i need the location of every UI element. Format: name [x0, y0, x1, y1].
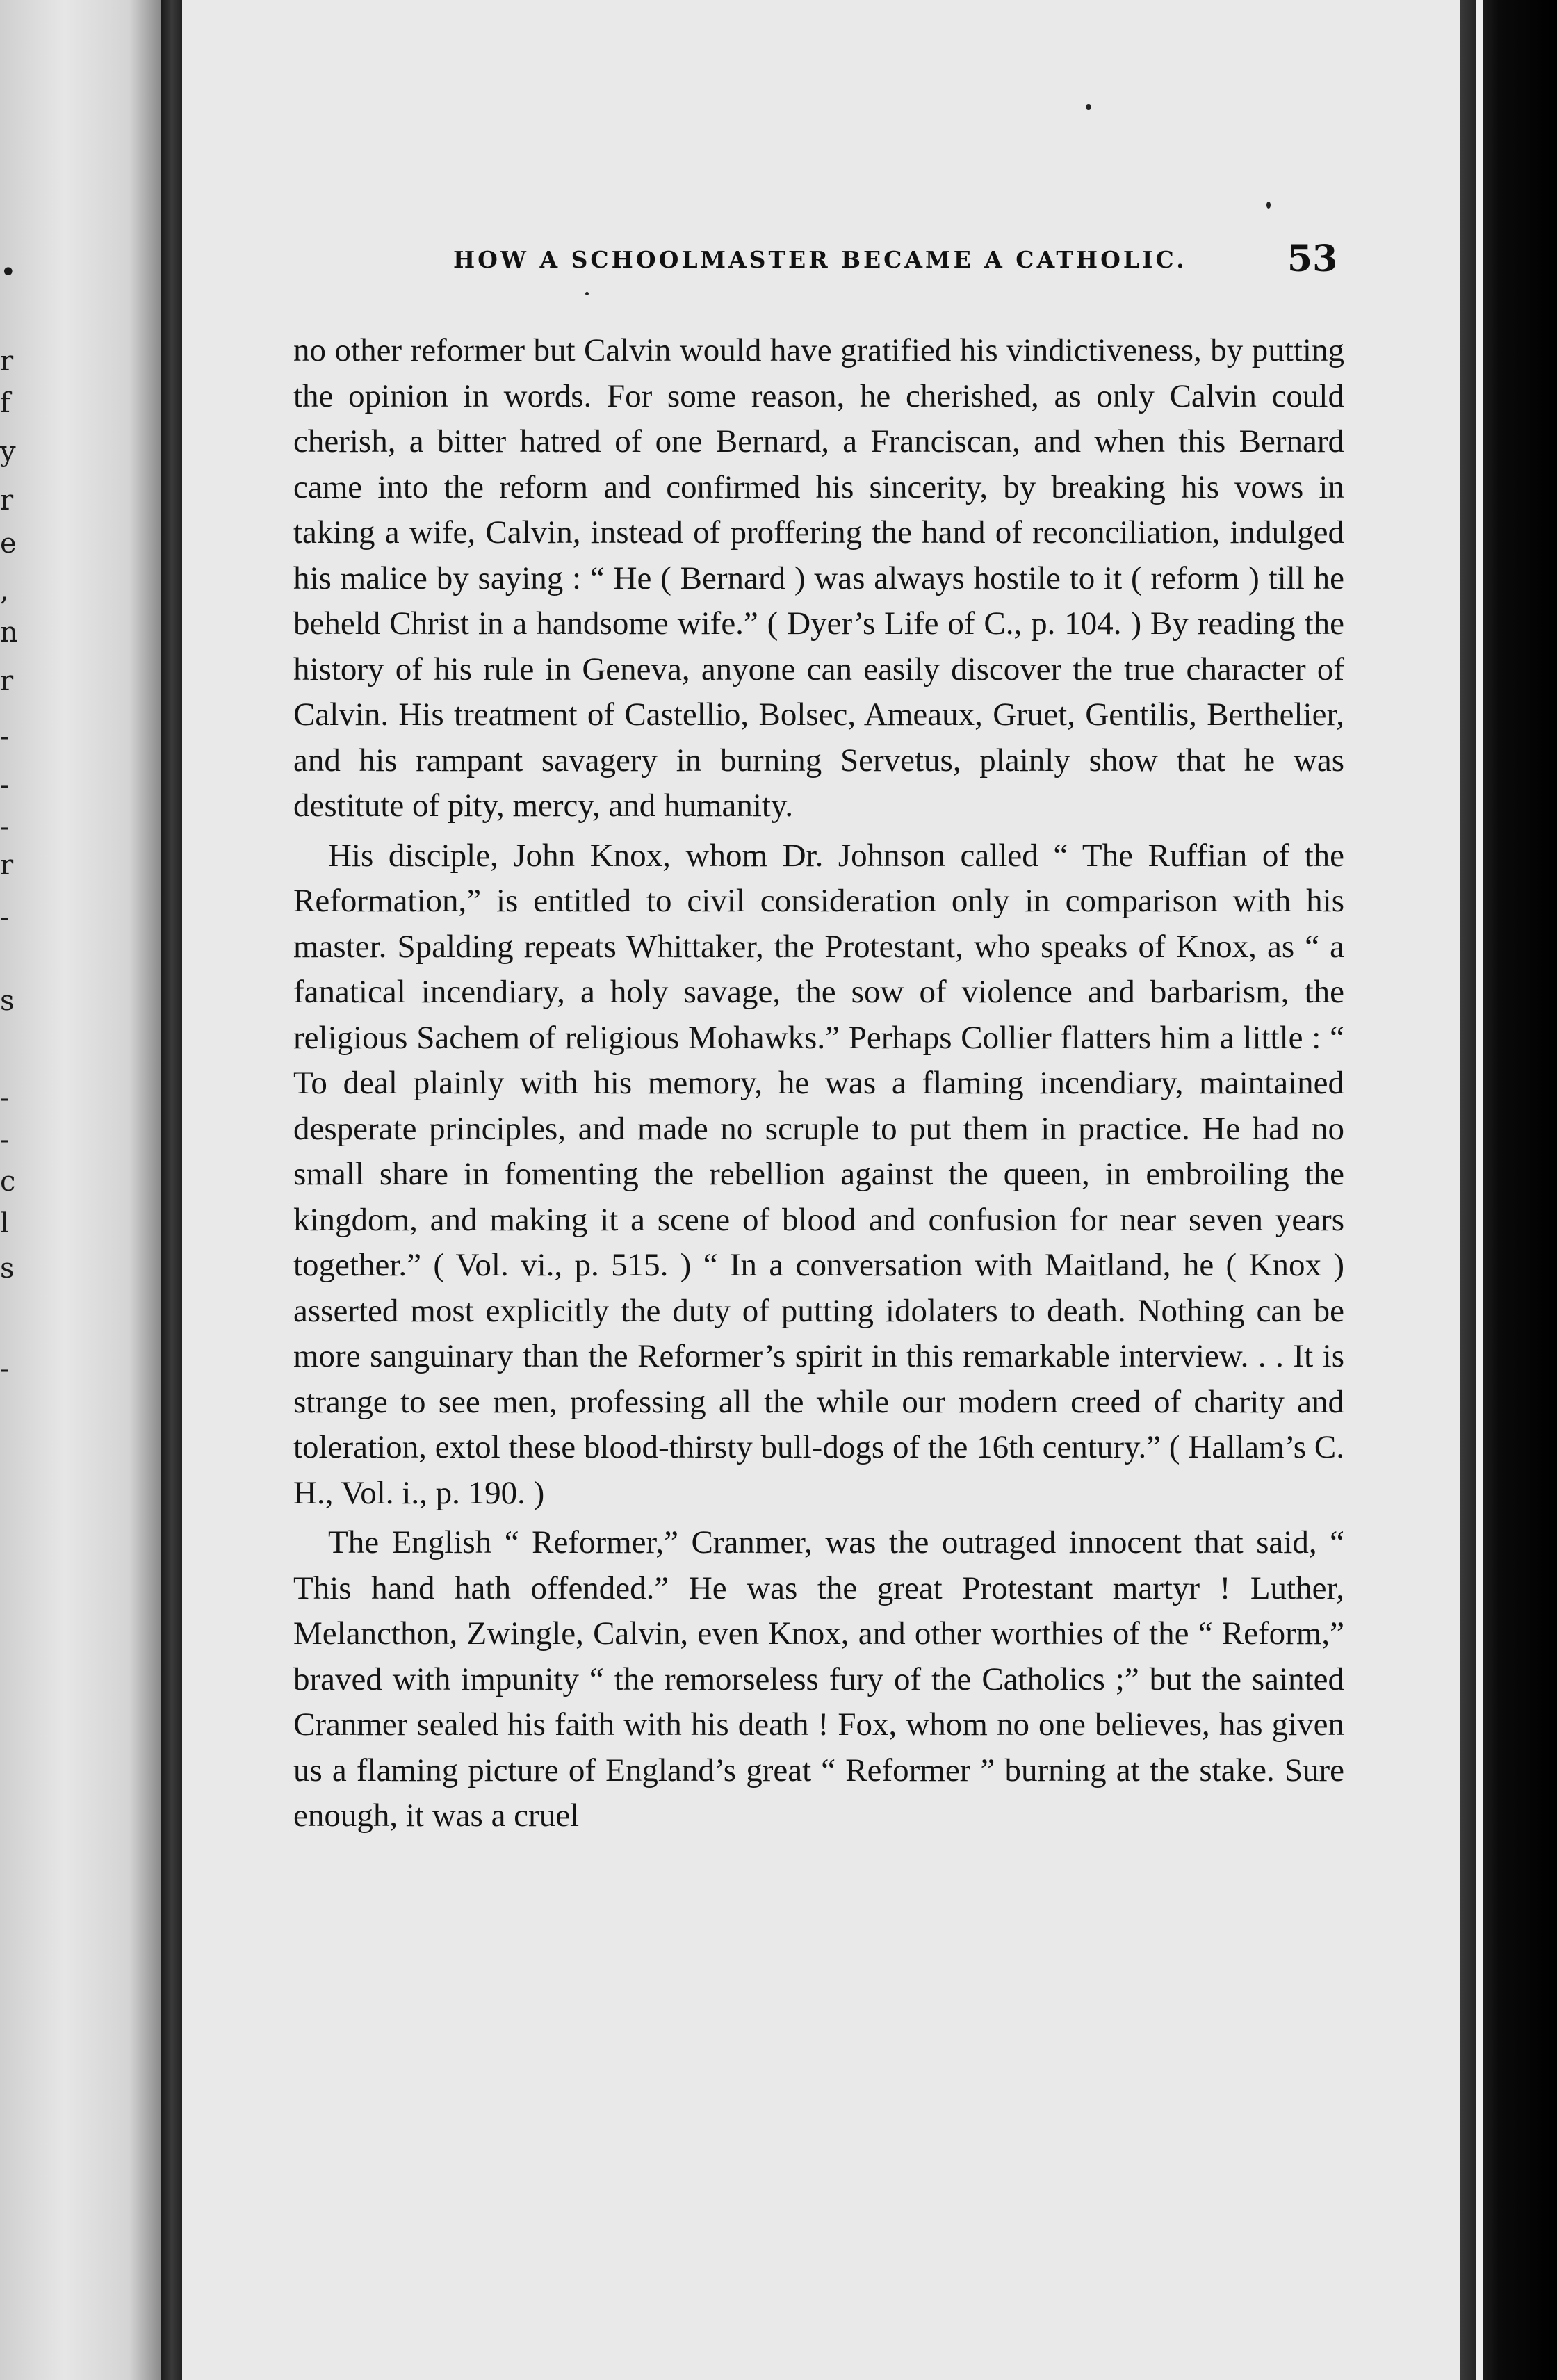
paragraph: The English “ Reformer,” Cranmer, was the outraged innocent that said, “ This hand hath offended.” He was the great Protestant martyr ! Luther, Melancthon, Zwingle, Calvin, even Knox, and other worthies of the “ Reform,” braved with impunity “ the remorseless fury of the Catholics ;” but the sainted Cranmer sealed his faith with his death ! Fox, whom no one believes, has given us a flaming picture of England’s great “ Reformer ” burning at the stake. Sure enough, it was a cruel	[293, 1524, 1344, 1834]
facing-page-edge	[0, 0, 161, 2380]
print-speck	[1266, 202, 1271, 209]
paragraph: no other reformer but Calvin would have gratified his vindictiveness, by putting the opinion in words. For some reason, he cherished, as only Calvin could cherish, a bitter hatred of one Bernard, a Franciscan, and when this Bernard came into the reform and confirmed his sincerity, by breaking his vows in taking a wife, Calvin, instead of proffering the hand of reconciliation, indulged his malice by saying : “ He ( Bernard ) was always hostile to it ( reform ) till he beheld Christ in a handsome wife.” ( Dyer’s Life of C., p. 104. ) By reading the history of his rule in Geneva, anyone can easily discover the true character of Calvin. His treatment of Castellio, Bolsec, Ameaux, Gruet, Gentilis, Berthelier, and his rampant savagery in burning Servetus, plainly show that he was destitute of pity, mercy, and humanity.	[293, 332, 1344, 824]
margin-glyph: r	[0, 484, 14, 516]
print-speck	[1086, 104, 1091, 110]
margin-glyph: f	[0, 387, 10, 419]
right-page-edge	[1460, 0, 1557, 2380]
margin-glyph: e	[0, 528, 17, 560]
margin-glyph: c	[0, 1166, 16, 1198]
page-number: 53	[1287, 238, 1338, 280]
margin-glyph: -	[0, 902, 10, 934]
margin-glyph: -	[0, 1082, 10, 1114]
margin-glyph: •	[0, 256, 17, 288]
margin-glyph: -	[0, 811, 10, 843]
paragraph: His disciple, John Knox, whom Dr. Johnson called “ The Ruffian of the Reformation,” is entitled to civil consideration only in comparison with his master. Spalding repeats Whittaker, the Protestant, who speaks of Knox, as “ a fanatical incendiary, a holy savage, the sow of violence and barbarism, the religious Sachem of religious Mohawks.” Perhaps Collier flatters him a little : “ To deal plainly with his memory, he was a flaming incendiary, maintained desperate principles, and made no scruple to put them in practice. He had no small share in fomenting the rebellion against the queen, in embroiling the kingdom, and making it a scene of blood and confusion for near seven years together.” ( Vol. vi., p. 515. ) “ In a conversation with Maitland, he ( Knox ) asserted most explicitly the duty of putting idolaters to death. Nothing can be more sanguinary than the Reformer’s spirit in this remarkable interview. . . It is strange to see men, professing all the while our modern creed of charity and toleration, extol these blood-thirsty bull-dogs of the 16th century.” ( Hallam’s C. H., Vol. i., p. 190. )	[293, 837, 1344, 1511]
book-page	[182, 0, 1460, 2380]
margin-glyph: l	[0, 1207, 9, 1239]
margin-glyph: ,	[0, 575, 9, 607]
margin-glyph: r	[0, 665, 14, 697]
margin-glyph: -	[0, 1353, 10, 1385]
page-edge-stripe	[1476, 0, 1483, 2380]
margin-glyph: -	[0, 1124, 10, 1156]
print-speck	[585, 292, 589, 295]
margin-glyph: r	[0, 849, 14, 881]
margin-glyph: r	[0, 345, 14, 377]
margin-glyph: -	[0, 721, 10, 753]
margin-glyph: s	[0, 985, 15, 1017]
margin-glyph: n	[0, 617, 18, 649]
margin-glyph: -	[0, 769, 10, 801]
running-head: HOW A SCHOOLMASTER BECAME A CATHOLIC.	[453, 246, 1187, 273]
margin-glyph: s	[0, 1253, 15, 1285]
book-gutter	[161, 0, 182, 2380]
margin-glyph: y	[0, 436, 16, 468]
page-header	[182, 235, 1460, 284]
body-text	[293, 328, 1344, 1839]
